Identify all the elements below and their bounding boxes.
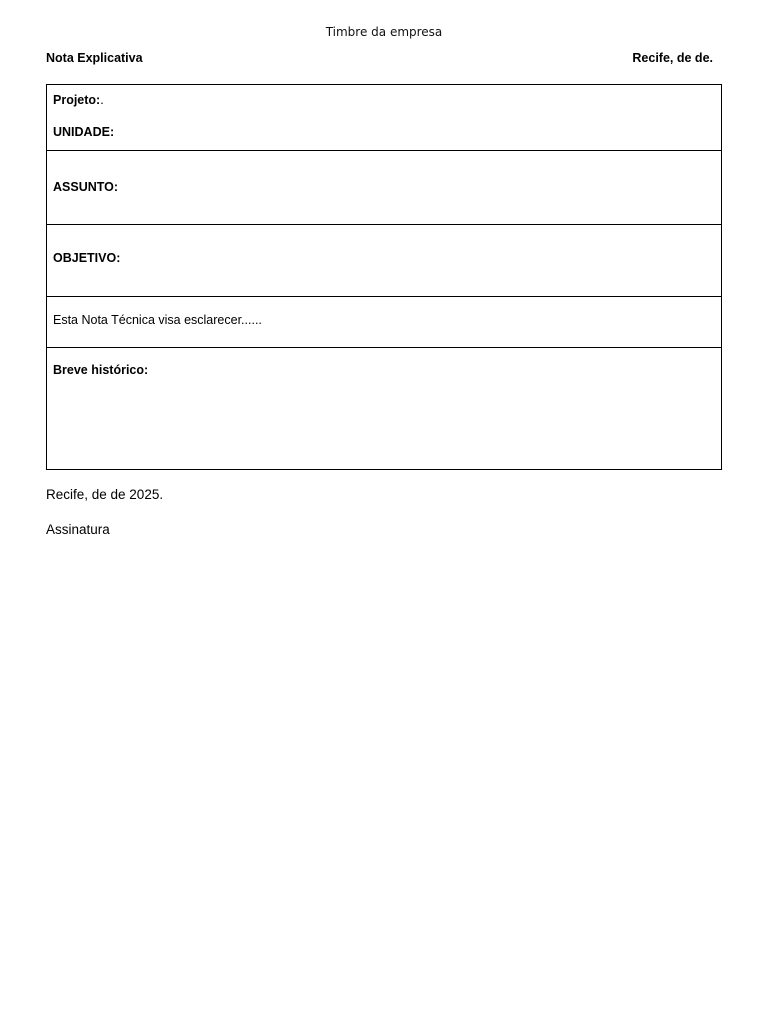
section-assunto [47, 151, 721, 225]
document-header [46, 51, 713, 65]
signature-label: Assinatura [46, 522, 110, 537]
letterhead: Timbre da empresa [325, 25, 443, 39]
header-place-date: Recife, de de. [632, 51, 713, 65]
historico-label: Breve histórico: [53, 363, 149, 377]
form-table [46, 84, 722, 470]
section-historico [47, 348, 721, 469]
projeto-suffix: . [100, 93, 104, 107]
section-projeto [47, 85, 721, 151]
objetivo-label: OBJETIVO: [53, 251, 121, 265]
section-objetivo-text [47, 297, 721, 348]
section-objetivo [47, 225, 721, 297]
footer-place-date: Recife, de de 2025. [46, 487, 164, 502]
unidade-label: UNIDADE: [53, 125, 115, 139]
projeto-label: Projeto:. [53, 93, 104, 107]
document-title: Nota Explicativa [46, 51, 143, 65]
assunto-label: ASSUNTO: [53, 180, 119, 194]
objetivo-text: Esta Nota Técnica visa esclarecer...... [53, 313, 262, 327]
